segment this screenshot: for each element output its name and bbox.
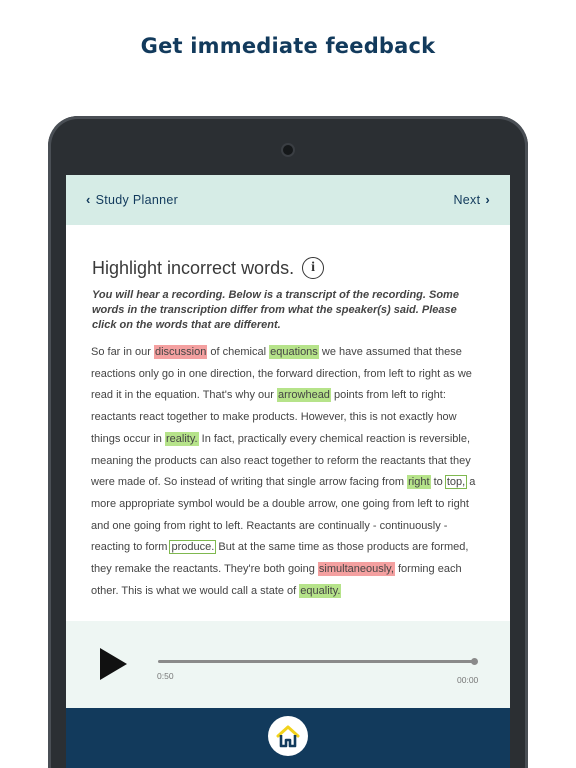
passage-text: we have assumed that these reactions only go in one direction, the forward direction, from left to right as we read it in the equation. That's why our — [91, 346, 472, 402]
audio-progress-handle[interactable] — [471, 658, 478, 665]
word-top[interactable]: top, — [446, 476, 466, 489]
task-title: Highlight incorrect words. — [92, 257, 295, 278]
passage-text: points from left to right: reactants react together to make products. However, this is not exactly how things occur in — [91, 389, 457, 445]
passage-text: So far in our — [91, 346, 154, 358]
passage-text: In fact, practically every chemical reaction is reversible, meaning the products can also react together to reform the reactants that they were made of. So instead of writing that single arrow facing from — [91, 432, 471, 489]
audio-progress-track[interactable] — [158, 660, 475, 663]
transcript-passage — [91, 342, 487, 602]
camera-dot — [283, 145, 293, 155]
top-nav-bar — [66, 175, 510, 225]
audio-player — [66, 621, 510, 709]
home-button[interactable] — [268, 716, 308, 756]
title-row — [92, 257, 488, 279]
task-instructions: You will hear a recording. Below is a transcript of the recording. Some words in the transcription differ from what the speaker(s) said. Please click on the words that are different. — [92, 289, 459, 331]
back-button[interactable] — [86, 192, 178, 207]
end-time: 00:00 — [457, 675, 479, 685]
app-screen — [66, 175, 510, 768]
word-simultaneously[interactable]: simultaneously, — [318, 563, 394, 576]
bottom-bar — [66, 708, 510, 768]
word-right[interactable]: right — [408, 476, 430, 489]
passage-text: to — [430, 476, 446, 489]
info-icon[interactable]: i — [302, 257, 324, 279]
chevron-right-icon: › — [485, 192, 490, 207]
chevron-left-icon: ‹ — [86, 192, 91, 207]
passage-text: of chemical — [207, 346, 270, 358]
current-time: 0:50 — [157, 671, 174, 681]
word-equations[interactable]: equations — [270, 346, 318, 358]
word-reality[interactable]: reality. — [165, 432, 198, 445]
passage-text: But at the same time as those products are formed, they remake the reactants. They're both going — [91, 541, 469, 576]
next-label: Next — [453, 192, 481, 207]
word-arrowhead[interactable]: arrowhead — [277, 389, 330, 402]
word-equality[interactable]: equality. — [300, 584, 341, 597]
word-discussion[interactable]: discussion — [154, 346, 207, 358]
home-icon — [275, 724, 301, 748]
passage-text: forming each other. This is what we would call a state of — [91, 563, 462, 597]
task-header — [92, 257, 488, 333]
word-produce[interactable]: produce. — [171, 541, 215, 554]
passage-text: a more appropriate symbol would be a double arrow, one going from left to right and one going from right to left. Reactants are continually - continuously - reacting to form — [91, 476, 476, 554]
next-button[interactable] — [453, 192, 490, 207]
back-label: Study Planner — [95, 192, 179, 207]
play-icon[interactable] — [100, 648, 127, 680]
promo-headline: Get immediate feedback — [140, 34, 436, 58]
